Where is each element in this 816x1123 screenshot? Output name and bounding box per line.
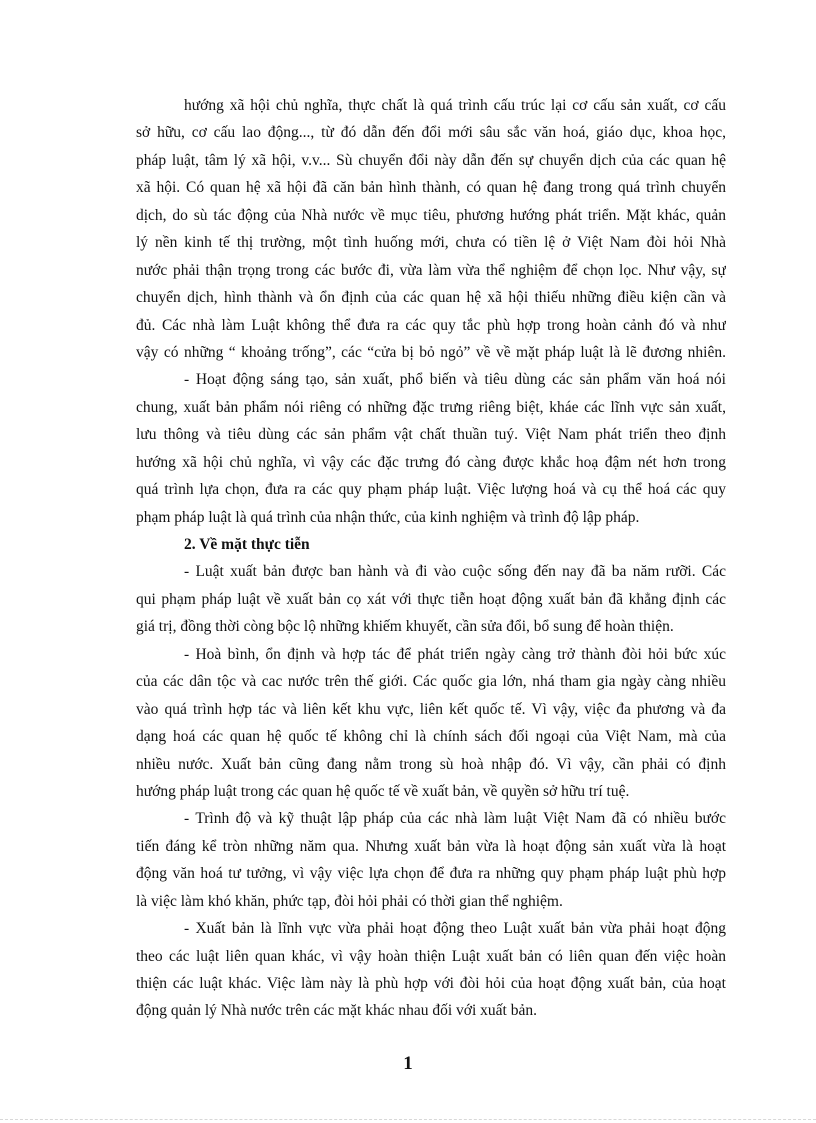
- text-line: tiến đáng kể tròn những năm qua. Nhưng xuất bản vừa là hoạt động sản xuất vừa là hoạt: [136, 837, 726, 855]
- page-bottom-divider: [0, 1119, 816, 1120]
- text-line: động quản lý Nhà nước trên các mặt khác nhau đối với xuất bản.: [136, 1002, 537, 1020]
- text-line: chung, xuất bản phẩm nói riêng có những đặc trưng riêng biệt, kháe các lĩnh vực sản xuất,: [136, 398, 726, 416]
- text-line: pháp luật, tâm lý xã hội, v.v... Sù chuyển đổi này dẫn đến sự chuyển dịch của các quan hệ: [136, 151, 726, 169]
- text-line: dạng hoá các quan hệ quốc tế không chỉ là chính sách đối ngoại của Việt Nam, mà của: [136, 728, 726, 746]
- paragraph-3: [136, 558, 726, 640]
- text-line: qui phạm pháp luật về xuất bản cọ xát với thực tiễn hoạt động xuất bản đã khẳng định các: [136, 590, 726, 608]
- text-line: - Luật xuất bản được ban hành và đi vào cuộc sống đến nay đã ba năm rưỡi. Các: [184, 563, 726, 581]
- page-number: 1: [403, 1053, 413, 1074]
- text-line: giá trị, đồng thời còng bộc lộ những khiếm khuyết, cần sửa đổi, bổ sung để hoàn thiện.: [136, 618, 674, 636]
- text-line: - Trình độ và kỹ thuật lập pháp của các nhà làm luật Việt Nam đã có nhiều bước: [184, 810, 726, 828]
- paragraph-2: [136, 366, 726, 531]
- text-line: hướng xã hội chủ nghĩa, vì vậy các đặc trưng đó càng được khắc hoạ đậm nét hơn trong: [136, 453, 726, 471]
- paragraph-5: [136, 805, 726, 915]
- text-line: lý nền kinh tế thị trường, một tình huống mới, chưa có tiền lệ ở Việt Nam đòi hỏi Nhà: [136, 234, 726, 252]
- text-line: - Hoạt động sáng tạo, sản xuất, phổ biến và tiêu dùng các sản phẩm văn hoá nói: [184, 371, 726, 389]
- text-line: theo các luật liên quan khác, vì vậy hoàn thiện Luật xuất bản có liên quan đến việc hoàn: [136, 947, 726, 965]
- text-line: - Hoà bình, ổn định và hợp tác để phát triển ngày càng trở thành đòi hỏi bức xúc: [184, 645, 726, 663]
- text-line: lưu thông và tiêu dùng các sản phẩm vật chất thuần tuý. Việt Nam phát triển theo định: [136, 426, 726, 444]
- text-line: sở hữu, cơ cấu lao động..., từ đó dẫn đến đổi mới sâu sắc văn hoá, giáo dục, khoa học,: [136, 124, 726, 142]
- text-line: nước phải thận trọng trong các bước đi, vừa làm vừa thể nghiệm để chọn lọc. Như vậy, sự: [136, 261, 726, 279]
- text-line: hướng xã hội chủ nghĩa, thực chất là quá trình cấu trúc lại cơ cấu sản xuất, cơ cấu: [184, 97, 726, 114]
- text-line: - Xuất bản là lĩnh vực vừa phải hoạt động theo Luật xuất bản vừa phải hoạt động: [184, 920, 726, 938]
- text-line: vào quá trình hợp tác và liên kết khu vực, liên kết quốc tế. Vì vậy, việc đa phương và đa: [136, 700, 726, 718]
- text-line: hướng pháp luật trong các quan hệ quốc tế về xuất bản, về quyền sở hữu trí tuệ.: [136, 782, 630, 800]
- text-line: nhiều nước. Xuất bản cũng đang nằm trong sù hoà nhập đó. Vì vậy, cần phải có định: [136, 755, 726, 773]
- text-line: của các dân tộc và cac nước trên thế giới. Các quốc gia lớn, nhá tham gia ngày càng nhiều: [136, 673, 726, 691]
- text-line: dịch, do sù tác động của Nhà nước về mục tiêu, phương hướng phát triển. Mặt khác, quản: [136, 206, 726, 224]
- text-line: phạm pháp luật là quá trình của nhận thức, của kinh nghiệm và trình độ lập pháp.: [136, 508, 640, 526]
- paragraph-4: [136, 641, 726, 806]
- text-line: quá trình lựa chọn, đưa ra các quy phạm pháp luật. Việc lượng hoá và cụ thể hoá các quy: [136, 481, 726, 499]
- text-line: xã hội. Có quan hệ xã hội đã căn bản hình thành, có quan hệ đang trong quá trình chuyển: [136, 179, 726, 197]
- text-line: chuyển dịch, hình thành và ổn định của các quan hệ xã hội thiếu những điều kiện cần và: [136, 289, 726, 307]
- document-body: [136, 92, 726, 1025]
- text-line: thiện các luật khác. Việc làm này là phù hợp với đòi hỏi của hoạt động xuất bản, của hoạt: [136, 975, 726, 992]
- paragraph-6: [136, 915, 726, 1025]
- text-line: vậy có những “ khoảng trống”, các “cửa bị bỏ ngỏ” về về mặt pháp luật là lẽ đương nhiên.: [136, 343, 726, 361]
- paragraph-1: [136, 92, 726, 366]
- section-heading: 2. Về mặt thực tiễn: [184, 536, 310, 553]
- text-line: động văn hoá tư tưởng, vì vậy việc lựa chọn để đưa ra những quy phạm pháp luật phù hợp: [136, 865, 726, 883]
- text-line: đủ. Các nhà làm Luật không thể đưa ra các quy tắc phù hợp trong hoàn cảnh đó và như: [136, 316, 726, 334]
- text-line: là việc làm khó khăn, phức tạp, đòi hỏi phải có thời gian thể nghiệm.: [136, 892, 563, 910]
